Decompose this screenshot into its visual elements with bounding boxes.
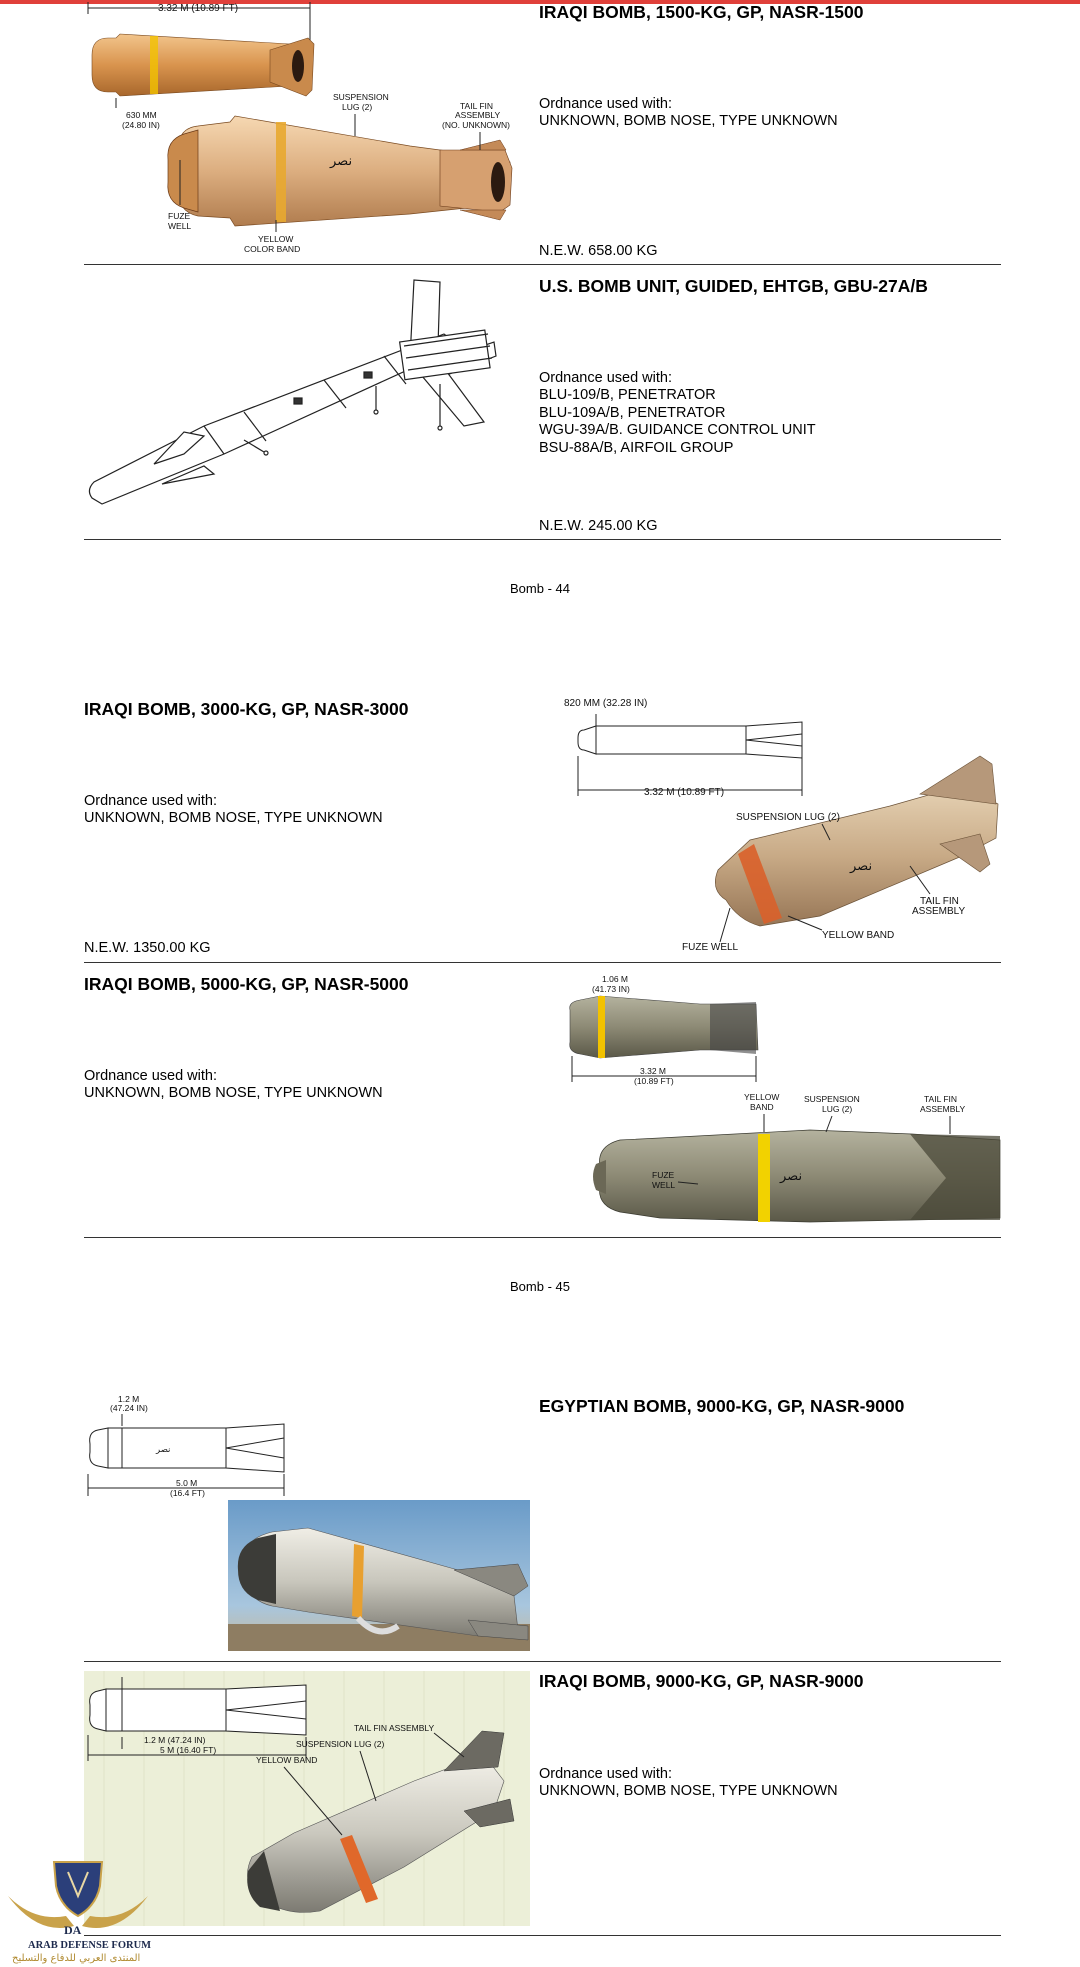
arabic-marking: ﻧﺼﺮ (850, 859, 873, 874)
arabic-marking: ﻧﺼﺮ (330, 154, 353, 169)
fuze-label: FUZE (652, 1170, 675, 1180)
dim-length-label: 3.32 M (640, 1066, 666, 1076)
yellow-band (276, 122, 286, 222)
divider (84, 1661, 1001, 1662)
lug-label: SUSPENSION (333, 92, 389, 102)
logo-mark: DA (64, 1923, 82, 1937)
dim-length-label: 3.32 M (10.89 FT) (158, 3, 239, 14)
band-label: YELLOW (258, 234, 294, 244)
page-number: Bomb - 44 (510, 581, 570, 596)
nasr-1500-illustration (80, 0, 530, 260)
entry-title-gbu-27: U.S. BOMB UNIT, GUIDED, EHTGB, GBU-27A/B (539, 276, 928, 296)
lug-label-2: LUG (2) (342, 102, 373, 112)
band-label: YELLOW (744, 1092, 780, 1102)
lug-label: SUSPENSION (804, 1094, 860, 1104)
logo-arabic: المنتدى العربي للدفاع والتسليح (12, 1953, 141, 1964)
arabic-marking: ﻧﺼﺮ (780, 1169, 803, 1184)
fuze-label: FUZE (168, 211, 191, 221)
divider (84, 539, 1001, 540)
lug-label: SUSPENSION LUG (2) (296, 1739, 385, 1749)
shield-icon (54, 1862, 102, 1916)
yellow-band (150, 36, 158, 94)
net-explosive-weight: N.E.W. 245.00 KG (539, 518, 658, 534)
band-label-2: BAND (750, 1102, 774, 1112)
ordnance-item: BLU-109A/B, PENETRATOR (539, 404, 726, 421)
dim-length-ft-label: (16.4 FT) (170, 1488, 205, 1498)
diameter-label: 1.2 M (47.24 IN) (144, 1735, 206, 1745)
net-explosive-weight: N.E.W. 658.00 KG (539, 243, 658, 259)
gbu-27-line-drawing (84, 276, 524, 516)
ordnance-item: BSU-88A/B, AIRFOIL GROUP (539, 439, 734, 456)
dim-length-label: 5.0 M (176, 1478, 198, 1488)
tail-label-3: (NO. UNKNOWN) (442, 120, 510, 130)
arabic-marking: ﻧﺼﺮ (156, 1445, 171, 1455)
band-label: YELLOW BAND (256, 1755, 318, 1765)
fuze-label-2: WELL (168, 221, 192, 231)
nasr-5000-illustration (560, 970, 1010, 1230)
yellow-band (598, 996, 605, 1058)
divider (84, 1935, 1001, 1936)
page-number: Bomb - 45 (510, 1279, 570, 1294)
dim-length-label: 3.32 M (10.89 FT) (644, 787, 725, 798)
tail-label-2: ASSEMBLY (912, 906, 966, 917)
nasr-3000-illustration (560, 694, 1010, 956)
entry-title-egyptian-nasr-9000: EGYPTIAN BOMB, 9000-KG, GP, NASR-9000 (539, 1396, 905, 1416)
dim-length-ft-label: (10.89 FT) (634, 1076, 674, 1086)
entry-title-nasr-5000: IRAQI BOMB, 5000-KG, GP, NASR-5000 (84, 974, 409, 994)
ordnance-item: UNKNOWN, BOMB NOSE, TYPE UNKNOWN (84, 810, 383, 826)
ordnance-item: UNKNOWN, BOMB NOSE, TYPE UNKNOWN (539, 1783, 838, 1799)
logo-name: ARAB DEFENSE FORUM (28, 1940, 152, 1951)
diameter-label: 1.06 M (602, 974, 628, 984)
tail-label: TAIL FIN (920, 896, 959, 907)
tail-label: TAIL FIN (460, 101, 494, 111)
fuze-label-2: WELL (652, 1180, 676, 1190)
divider (84, 264, 1001, 265)
diameter-label: 630 MM (126, 110, 157, 120)
entry-title-iraqi-nasr-9000: IRAQI BOMB, 9000-KG, GP, NASR-9000 (539, 1671, 864, 1691)
divider (84, 962, 1001, 963)
band-label-2: COLOR BAND (244, 244, 301, 254)
dim-length-label: 5 M (16.40 FT) (160, 1745, 217, 1755)
fuze-label: FUZE WELL (682, 942, 739, 953)
ordnance-item: BLU-109/B, PENETRATOR (539, 387, 716, 403)
ordnance-label: Ordnance used with: (84, 793, 217, 809)
entry-title-nasr-1500: IRAQI BOMB, 1500-KG, GP, NASR-1500 (539, 2, 864, 22)
egyptian-nasr-9000-photo (228, 1500, 530, 1651)
entry-title-nasr-3000: IRAQI BOMB, 3000-KG, GP, NASR-3000 (84, 699, 409, 719)
tail-label-2: ASSEMBLY (920, 1104, 966, 1114)
ordnance-item: WGU-39A/B. GUIDANCE CONTROL UNIT (539, 422, 816, 438)
divider (84, 1237, 1001, 1238)
tail-label: TAIL FIN (924, 1094, 958, 1104)
yellow-band (352, 1544, 364, 1618)
lug-label-2: LUG (2) (822, 1104, 853, 1114)
ordnance-label: Ordnance used with: (84, 1068, 217, 1084)
tail-label: TAIL FIN ASSEMBLY (354, 1723, 435, 1733)
diameter-label: 1.2 M (118, 1394, 140, 1404)
band-label: YELLOW BAND (822, 930, 895, 941)
ordnance-item: UNKNOWN, BOMB NOSE, TYPE UNKNOWN (539, 113, 838, 129)
lug-label: SUSPENSION LUG (2) (736, 812, 840, 823)
diameter-in-label: (47.24 IN) (110, 1403, 148, 1413)
diameter-in-label: (24.80 IN) (122, 120, 160, 130)
net-explosive-weight: N.E.W. 1350.00 KG (84, 940, 211, 956)
ordnance-label: Ordnance used with: (539, 370, 672, 386)
tail-label-2: ASSEMBLY (455, 110, 501, 120)
ordnance-item: UNKNOWN, BOMB NOSE, TYPE UNKNOWN (84, 1085, 383, 1101)
arab-defense-forum-logo (4, 1856, 152, 1964)
diameter-in-label: (41.73 IN) (592, 984, 630, 994)
ordnance-label: Ordnance used with: (539, 1766, 672, 1782)
yellow-band (758, 1134, 770, 1222)
diameter-label: 820 MM (32.28 IN) (564, 698, 648, 709)
egyptian-nasr-9000-line-drawing (84, 1392, 304, 1502)
ordnance-label: Ordnance used with: (539, 96, 672, 112)
